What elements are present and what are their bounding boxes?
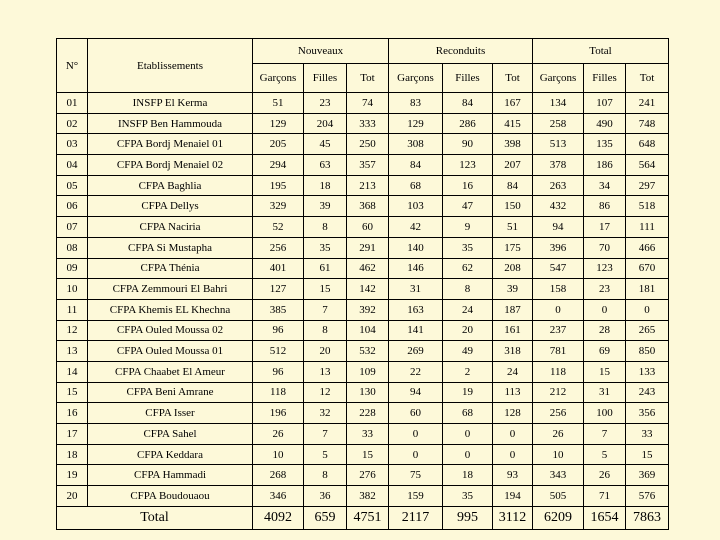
value-cell: 286	[443, 113, 493, 134]
header-group-total: Total	[533, 39, 669, 64]
header-sub-cell: Filles	[443, 64, 493, 93]
value-cell: 71	[584, 486, 626, 507]
value-cell: 490	[584, 113, 626, 134]
value-cell: 250	[347, 134, 389, 155]
row-number: 16	[57, 403, 88, 424]
establishment-name: INSFP El Kerma	[88, 93, 253, 114]
row-number: 12	[57, 320, 88, 341]
value-cell: 241	[626, 93, 669, 114]
establishment-name: CFPA Zemmouri El Bahri	[88, 279, 253, 300]
value-cell: 415	[493, 113, 533, 134]
table-row	[57, 196, 669, 217]
value-cell: 18	[304, 175, 347, 196]
value-cell: 194	[493, 486, 533, 507]
value-cell: 0	[584, 299, 626, 320]
value-cell: 128	[493, 403, 533, 424]
row-number: 01	[57, 93, 88, 114]
header-sub-cell: Garçons	[389, 64, 443, 93]
value-cell: 146	[389, 258, 443, 279]
value-cell: 75	[389, 465, 443, 486]
value-cell: 466	[626, 237, 669, 258]
total-value-cell: 3112	[493, 506, 533, 529]
table-row	[57, 444, 669, 465]
value-cell: 90	[443, 134, 493, 155]
value-cell: 22	[389, 361, 443, 382]
total-value-cell: 4751	[347, 506, 389, 529]
value-cell: 83	[389, 93, 443, 114]
total-value-cell: 2117	[389, 506, 443, 529]
value-cell: 346	[253, 486, 304, 507]
table-row	[57, 113, 669, 134]
total-value-cell: 6209	[533, 506, 584, 529]
value-cell: 127	[253, 279, 304, 300]
value-cell: 237	[533, 320, 584, 341]
value-cell: 462	[347, 258, 389, 279]
table-row	[57, 320, 669, 341]
value-cell: 96	[253, 320, 304, 341]
row-number: 14	[57, 361, 88, 382]
value-cell: 51	[253, 93, 304, 114]
value-cell: 212	[533, 382, 584, 403]
row-number: 07	[57, 217, 88, 238]
value-cell: 35	[443, 237, 493, 258]
value-cell: 7	[304, 424, 347, 445]
value-cell: 204	[304, 113, 347, 134]
value-cell: 263	[533, 175, 584, 196]
value-cell: 69	[584, 341, 626, 362]
value-cell: 781	[533, 341, 584, 362]
value-cell: 532	[347, 341, 389, 362]
value-cell: 62	[443, 258, 493, 279]
establishment-name: CFPA Si Mustapha	[88, 237, 253, 258]
value-cell: 329	[253, 196, 304, 217]
value-cell: 228	[347, 403, 389, 424]
value-cell: 13	[304, 361, 347, 382]
value-cell: 8	[304, 217, 347, 238]
value-cell: 256	[253, 237, 304, 258]
value-cell: 670	[626, 258, 669, 279]
value-cell: 24	[443, 299, 493, 320]
establishment-name: CFPA Bordj Menaiel 01	[88, 134, 253, 155]
value-cell: 52	[253, 217, 304, 238]
value-cell: 7	[584, 424, 626, 445]
value-cell: 35	[304, 237, 347, 258]
total-label: Total	[57, 506, 253, 529]
table-row	[57, 175, 669, 196]
table-row	[57, 155, 669, 176]
value-cell: 368	[347, 196, 389, 217]
value-cell: 107	[584, 93, 626, 114]
value-cell: 547	[533, 258, 584, 279]
value-cell: 297	[626, 175, 669, 196]
value-cell: 94	[533, 217, 584, 238]
value-cell: 133	[626, 361, 669, 382]
value-cell: 161	[493, 320, 533, 341]
establishment-name: CFPA Beni Amrane	[88, 382, 253, 403]
value-cell: 269	[389, 341, 443, 362]
value-cell: 385	[253, 299, 304, 320]
value-cell: 196	[253, 403, 304, 424]
value-cell: 104	[347, 320, 389, 341]
value-cell: 748	[626, 113, 669, 134]
value-cell: 518	[626, 196, 669, 217]
value-cell: 564	[626, 155, 669, 176]
value-cell: 135	[584, 134, 626, 155]
value-cell: 60	[389, 403, 443, 424]
value-cell: 28	[584, 320, 626, 341]
value-cell: 20	[304, 341, 347, 362]
value-cell: 141	[389, 320, 443, 341]
value-cell: 343	[533, 465, 584, 486]
value-cell: 258	[533, 113, 584, 134]
value-cell: 31	[584, 382, 626, 403]
value-cell: 276	[347, 465, 389, 486]
value-cell: 0	[493, 444, 533, 465]
value-cell: 356	[626, 403, 669, 424]
establishment-name: CFPA Chaabet El Ameur	[88, 361, 253, 382]
value-cell: 5	[584, 444, 626, 465]
value-cell: 195	[253, 175, 304, 196]
value-cell: 94	[389, 382, 443, 403]
value-cell: 186	[584, 155, 626, 176]
header-sub-cell: Tot	[626, 64, 669, 93]
value-cell: 33	[347, 424, 389, 445]
table-row	[57, 424, 669, 445]
table-row	[57, 361, 669, 382]
value-cell: 2	[443, 361, 493, 382]
value-cell: 158	[533, 279, 584, 300]
establishment-name: CFPA Keddara	[88, 444, 253, 465]
value-cell: 32	[304, 403, 347, 424]
value-cell: 150	[493, 196, 533, 217]
total-value-cell: 4092	[253, 506, 304, 529]
value-cell: 96	[253, 361, 304, 382]
value-cell: 70	[584, 237, 626, 258]
value-cell: 49	[443, 341, 493, 362]
value-cell: 26	[253, 424, 304, 445]
value-cell: 63	[304, 155, 347, 176]
row-number: 13	[57, 341, 88, 362]
header-sub-cell: Garçons	[253, 64, 304, 93]
table-row	[57, 341, 669, 362]
value-cell: 103	[389, 196, 443, 217]
value-cell: 207	[493, 155, 533, 176]
row-number: 02	[57, 113, 88, 134]
value-cell: 15	[584, 361, 626, 382]
value-cell: 8	[304, 465, 347, 486]
value-cell: 0	[533, 299, 584, 320]
value-cell: 12	[304, 382, 347, 403]
value-cell: 118	[253, 382, 304, 403]
value-cell: 123	[584, 258, 626, 279]
value-cell: 93	[493, 465, 533, 486]
value-cell: 8	[304, 320, 347, 341]
value-cell: 648	[626, 134, 669, 155]
establishment-name: CFPA Naciria	[88, 217, 253, 238]
value-cell: 142	[347, 279, 389, 300]
value-cell: 16	[443, 175, 493, 196]
value-cell: 181	[626, 279, 669, 300]
total-value-cell: 659	[304, 506, 347, 529]
value-cell: 401	[253, 258, 304, 279]
value-cell: 134	[533, 93, 584, 114]
value-cell: 513	[533, 134, 584, 155]
value-cell: 256	[533, 403, 584, 424]
table-row	[57, 93, 669, 114]
total-value-cell: 1654	[584, 506, 626, 529]
value-cell: 268	[253, 465, 304, 486]
value-cell: 398	[493, 134, 533, 155]
value-cell: 396	[533, 237, 584, 258]
value-cell: 26	[533, 424, 584, 445]
value-cell: 357	[347, 155, 389, 176]
value-cell: 74	[347, 93, 389, 114]
row-number: 15	[57, 382, 88, 403]
value-cell: 23	[584, 279, 626, 300]
value-cell: 23	[304, 93, 347, 114]
value-cell: 308	[389, 134, 443, 155]
value-cell: 15	[347, 444, 389, 465]
value-cell: 576	[626, 486, 669, 507]
establishment-name: CFPA Hammadi	[88, 465, 253, 486]
row-number: 19	[57, 465, 88, 486]
total-value-cell: 995	[443, 506, 493, 529]
value-cell: 45	[304, 134, 347, 155]
value-cell: 42	[389, 217, 443, 238]
value-cell: 51	[493, 217, 533, 238]
header-group-reconduits: Reconduits	[389, 39, 533, 64]
value-cell: 35	[443, 486, 493, 507]
header-sub-cell: Tot	[493, 64, 533, 93]
table-row	[57, 486, 669, 507]
value-cell: 130	[347, 382, 389, 403]
value-cell: 850	[626, 341, 669, 362]
value-cell: 111	[626, 217, 669, 238]
value-cell: 68	[443, 403, 493, 424]
value-cell: 10	[533, 444, 584, 465]
row-number: 20	[57, 486, 88, 507]
value-cell: 167	[493, 93, 533, 114]
value-cell: 39	[493, 279, 533, 300]
header-group-nouveaux: Nouveaux	[253, 39, 389, 64]
value-cell: 213	[347, 175, 389, 196]
table-row	[57, 237, 669, 258]
value-cell: 205	[253, 134, 304, 155]
value-cell: 15	[626, 444, 669, 465]
row-number: 08	[57, 237, 88, 258]
value-cell: 9	[443, 217, 493, 238]
row-number: 09	[57, 258, 88, 279]
header-no: N°	[57, 39, 88, 93]
value-cell: 36	[304, 486, 347, 507]
value-cell: 159	[389, 486, 443, 507]
value-cell: 333	[347, 113, 389, 134]
establishment-name: CFPA Ouled Moussa 02	[88, 320, 253, 341]
table-row	[57, 134, 669, 155]
value-cell: 84	[389, 155, 443, 176]
value-cell: 0	[443, 424, 493, 445]
value-cell: 20	[443, 320, 493, 341]
value-cell: 100	[584, 403, 626, 424]
value-cell: 175	[493, 237, 533, 258]
value-cell: 123	[443, 155, 493, 176]
row-number: 03	[57, 134, 88, 155]
value-cell: 24	[493, 361, 533, 382]
row-number: 05	[57, 175, 88, 196]
value-cell: 8	[443, 279, 493, 300]
value-cell: 84	[493, 175, 533, 196]
value-cell: 39	[304, 196, 347, 217]
header-etablissements: Etablissements	[88, 39, 253, 93]
header-group-row	[57, 39, 669, 64]
value-cell: 265	[626, 320, 669, 341]
value-cell: 382	[347, 486, 389, 507]
value-cell: 33	[626, 424, 669, 445]
establishment-name: CFPA Ouled Moussa 01	[88, 341, 253, 362]
total-row	[57, 506, 669, 529]
value-cell: 378	[533, 155, 584, 176]
value-cell: 0	[389, 424, 443, 445]
value-cell: 10	[253, 444, 304, 465]
value-cell: 291	[347, 237, 389, 258]
value-cell: 31	[389, 279, 443, 300]
value-cell: 18	[443, 465, 493, 486]
value-cell: 318	[493, 341, 533, 362]
value-cell: 5	[304, 444, 347, 465]
value-cell: 68	[389, 175, 443, 196]
value-cell: 0	[626, 299, 669, 320]
value-cell: 118	[533, 361, 584, 382]
row-number: 10	[57, 279, 88, 300]
table-row	[57, 382, 669, 403]
table-row	[57, 258, 669, 279]
value-cell: 61	[304, 258, 347, 279]
establishment-name: CFPA Dellys	[88, 196, 253, 217]
establishment-name: CFPA Baghlia	[88, 175, 253, 196]
enrollment-table	[56, 38, 669, 530]
row-number: 17	[57, 424, 88, 445]
value-cell: 432	[533, 196, 584, 217]
value-cell: 86	[584, 196, 626, 217]
establishment-name: INSFP Ben Hammouda	[88, 113, 253, 134]
value-cell: 0	[493, 424, 533, 445]
value-cell: 17	[584, 217, 626, 238]
value-cell: 84	[443, 93, 493, 114]
header-sub-cell: Filles	[584, 64, 626, 93]
row-number: 18	[57, 444, 88, 465]
table-row	[57, 403, 669, 424]
value-cell: 505	[533, 486, 584, 507]
value-cell: 26	[584, 465, 626, 486]
value-cell: 0	[389, 444, 443, 465]
establishment-name: CFPA Bordj Menaiel 02	[88, 155, 253, 176]
establishment-name: CFPA Thénia	[88, 258, 253, 279]
value-cell: 140	[389, 237, 443, 258]
value-cell: 243	[626, 382, 669, 403]
value-cell: 129	[389, 113, 443, 134]
establishment-name: CFPA Boudouaou	[88, 486, 253, 507]
table-row	[57, 299, 669, 320]
header-sub-cell: Filles	[304, 64, 347, 93]
value-cell: 7	[304, 299, 347, 320]
table-row	[57, 217, 669, 238]
value-cell: 109	[347, 361, 389, 382]
value-cell: 187	[493, 299, 533, 320]
row-number: 06	[57, 196, 88, 217]
value-cell: 294	[253, 155, 304, 176]
value-cell: 60	[347, 217, 389, 238]
total-value-cell: 7863	[626, 506, 669, 529]
value-cell: 47	[443, 196, 493, 217]
value-cell: 369	[626, 465, 669, 486]
establishment-name: CFPA Khemis EL Khechna	[88, 299, 253, 320]
value-cell: 113	[493, 382, 533, 403]
value-cell: 392	[347, 299, 389, 320]
value-cell: 0	[443, 444, 493, 465]
establishment-name: CFPA Isser	[88, 403, 253, 424]
table-row	[57, 465, 669, 486]
value-cell: 163	[389, 299, 443, 320]
value-cell: 208	[493, 258, 533, 279]
value-cell: 129	[253, 113, 304, 134]
value-cell: 512	[253, 341, 304, 362]
header-sub-cell: Garçons	[533, 64, 584, 93]
row-number: 11	[57, 299, 88, 320]
value-cell: 34	[584, 175, 626, 196]
table-row	[57, 279, 669, 300]
row-number: 04	[57, 155, 88, 176]
establishment-name: CFPA Sahel	[88, 424, 253, 445]
header-sub-cell: Tot	[347, 64, 389, 93]
value-cell: 15	[304, 279, 347, 300]
value-cell: 19	[443, 382, 493, 403]
